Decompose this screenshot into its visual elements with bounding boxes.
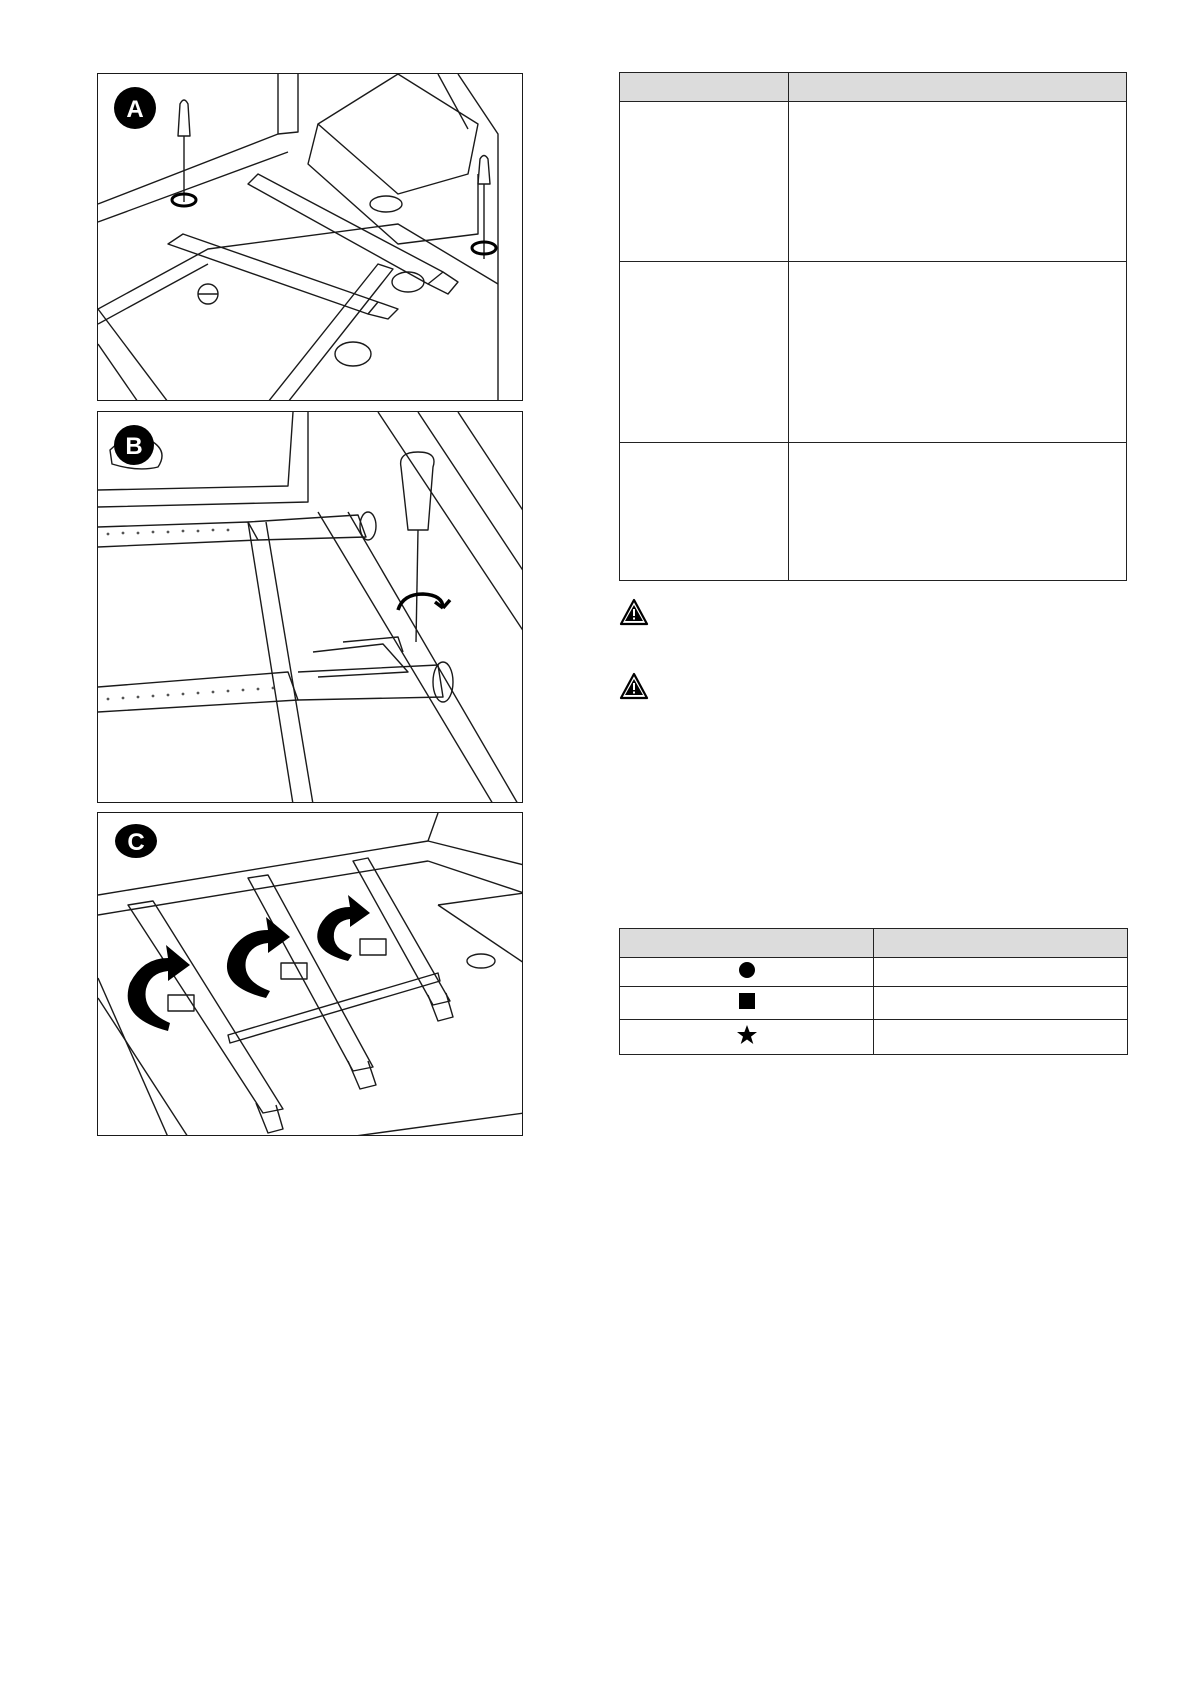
table-cell [789, 102, 1127, 262]
table-header-cell [789, 73, 1127, 102]
table-cell [789, 443, 1127, 581]
badge-b [114, 425, 154, 465]
table-row [620, 987, 1128, 1020]
symbol-cell [620, 1020, 874, 1055]
table-cell [620, 262, 789, 443]
table-row [620, 102, 1127, 262]
figure-c-illustration [98, 813, 523, 1136]
symbol-legend-table [619, 928, 1128, 1055]
curved-arrow-icon [128, 895, 370, 1031]
figure-b [97, 411, 523, 803]
table-header-row [620, 929, 1128, 958]
table-row [620, 958, 1128, 987]
badge-c [115, 824, 157, 858]
star-icon [736, 1024, 758, 1046]
table-header-row [620, 73, 1127, 102]
table-row [620, 262, 1127, 443]
svg-text:B: B [125, 433, 143, 460]
table-header-cell [874, 929, 1128, 958]
table-row [620, 1020, 1128, 1055]
table-row [620, 443, 1127, 581]
table-header-cell [620, 929, 874, 958]
figure-b-illustration [98, 412, 523, 803]
symbol-cell [620, 987, 874, 1020]
circle-icon [738, 961, 756, 979]
table-cell [620, 443, 789, 581]
figure-a-illustration [98, 74, 523, 401]
table-cell [620, 102, 789, 262]
clockwise-arrow-icon [398, 594, 450, 610]
warning-triangle-icon [619, 672, 649, 700]
table-cell [874, 1020, 1128, 1055]
square-icon [738, 992, 756, 1010]
table-cell [874, 987, 1128, 1020]
table-header-cell [620, 73, 789, 102]
table-cell [874, 958, 1128, 987]
badge-a [114, 87, 156, 129]
svg-text:A: A [126, 96, 144, 123]
table-cell [789, 262, 1127, 443]
specification-table [619, 72, 1127, 581]
clockwise-arrow-icon [172, 194, 496, 254]
svg-text:C: C [127, 829, 145, 856]
symbol-cell [620, 958, 874, 987]
warning-triangle-icon [619, 598, 649, 626]
figure-c [97, 812, 523, 1136]
figure-a [97, 73, 523, 401]
